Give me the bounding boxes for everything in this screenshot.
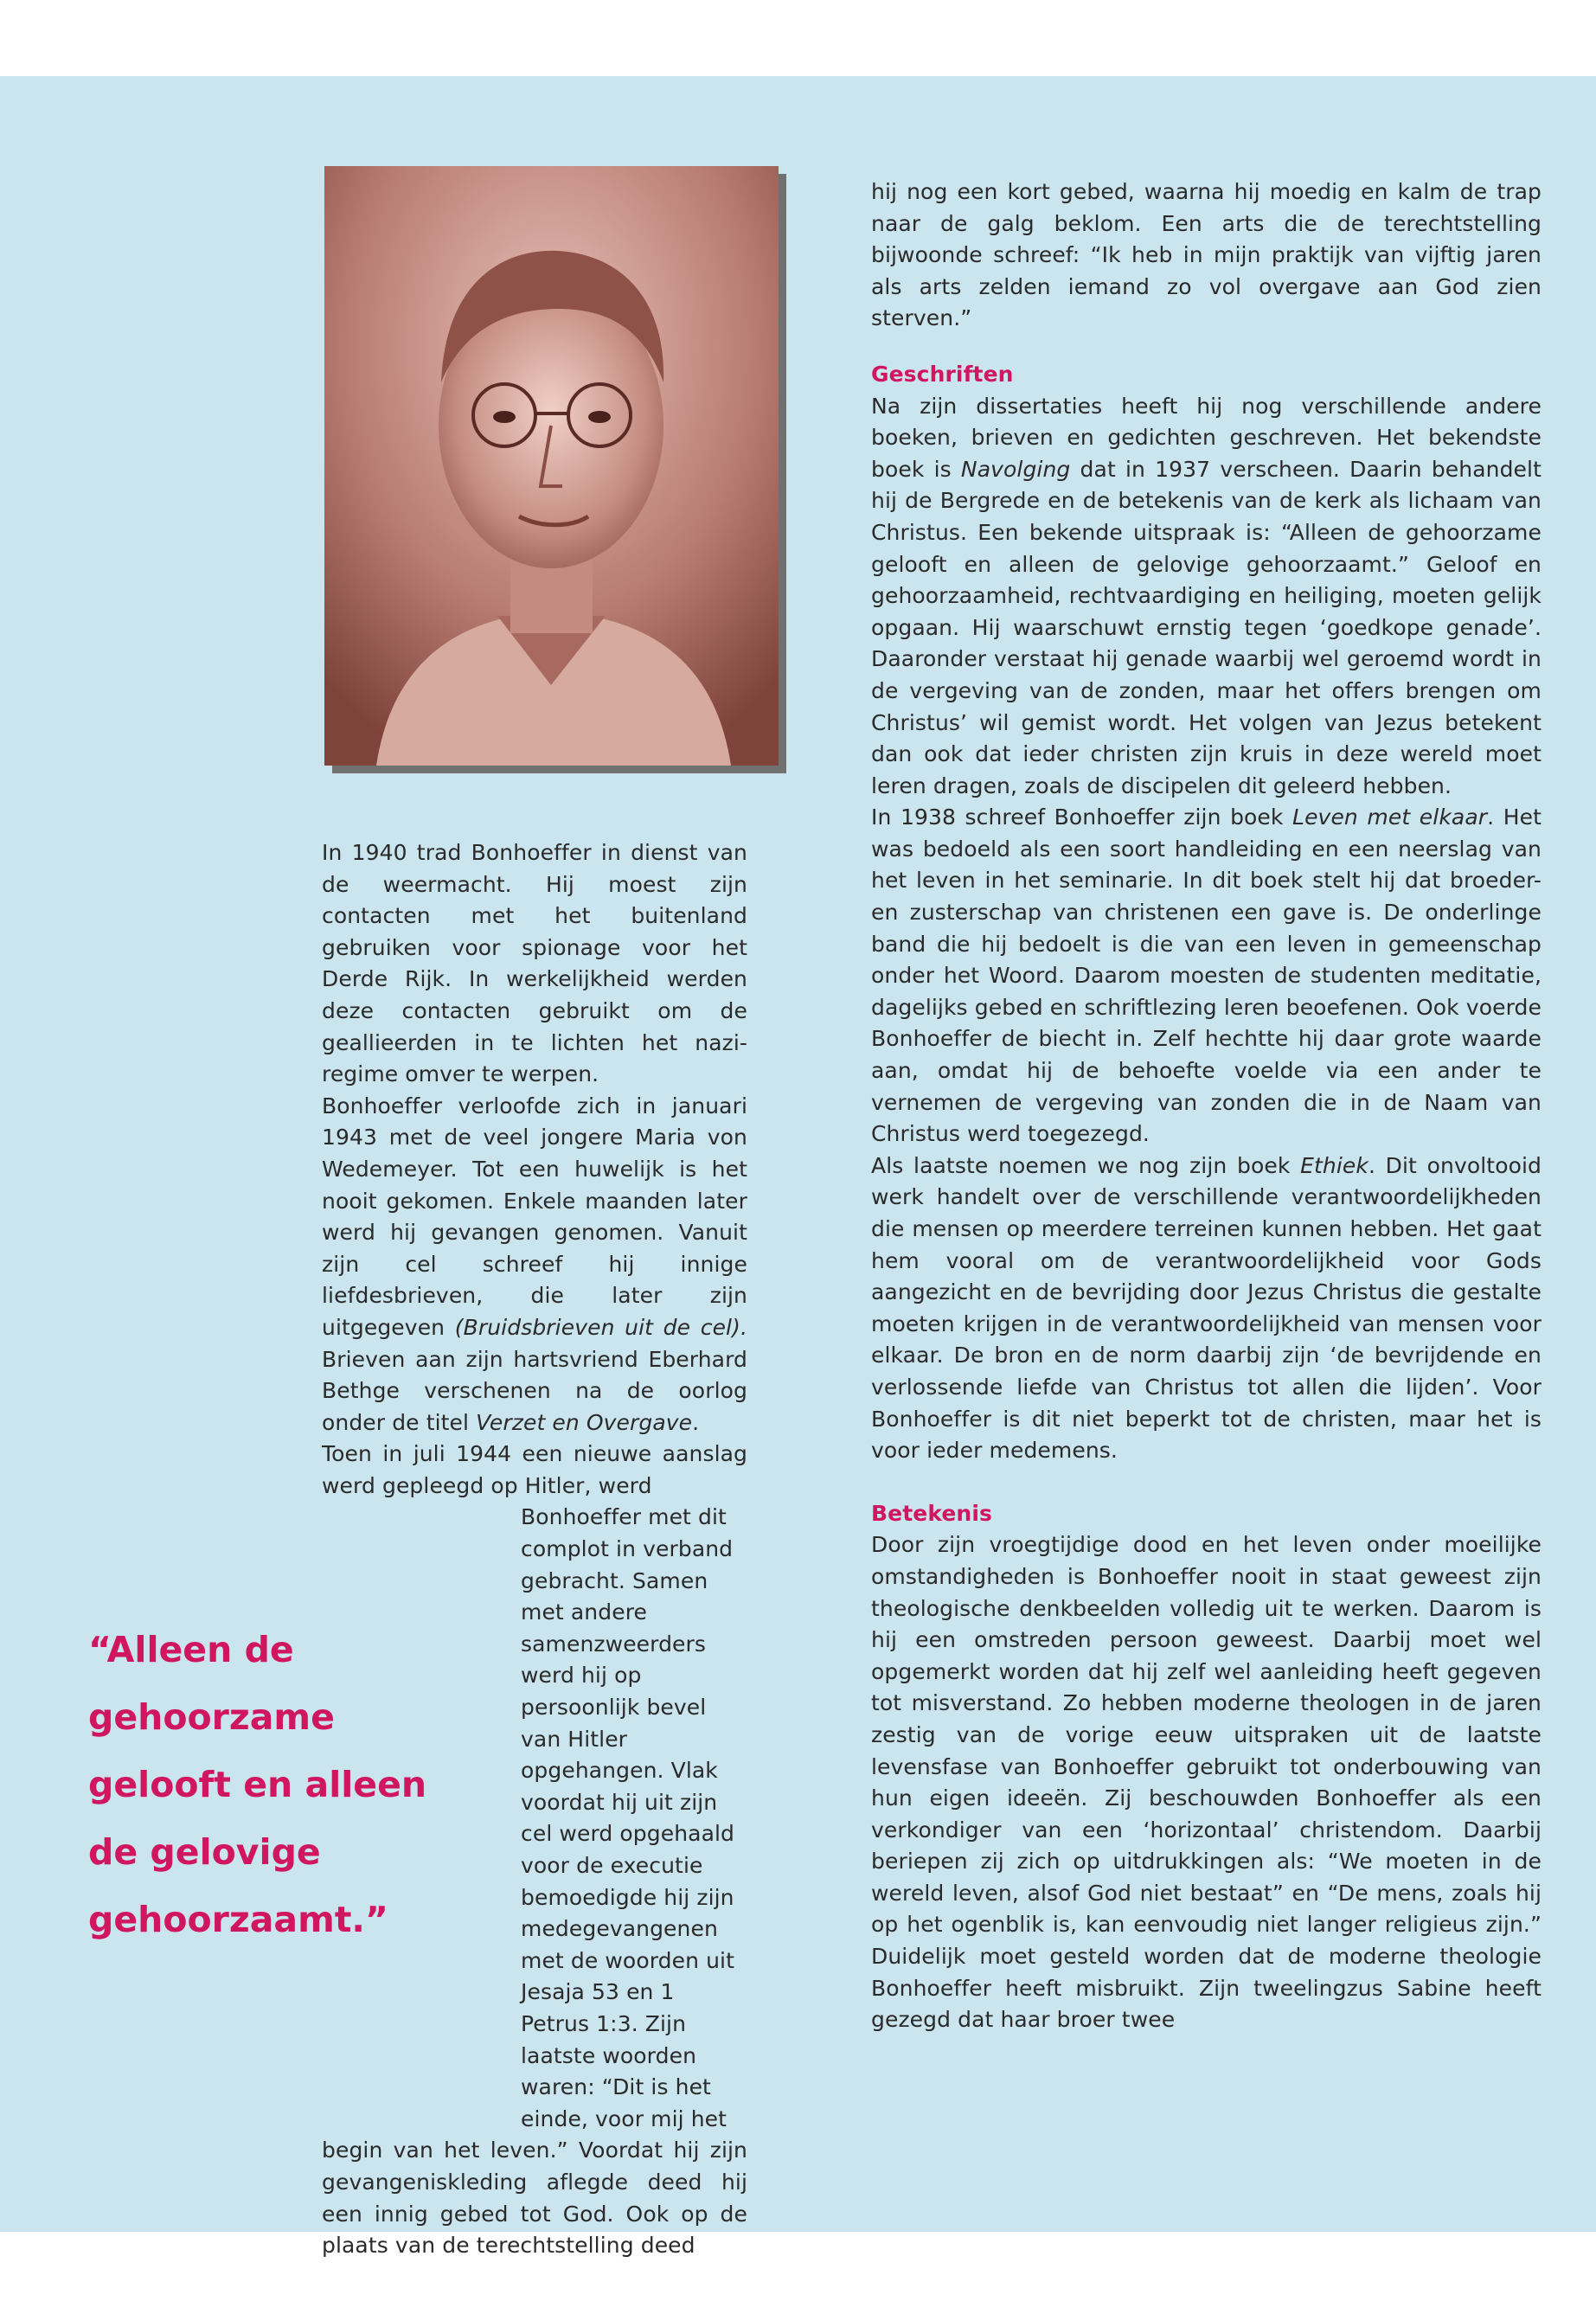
portrait-photo: [324, 166, 779, 766]
paragraph-leven-met-elkaar: In 1938 schreef Bonhoeffer zijn boek Leven met elkaar. Het was bedoeld als een soort handleiding en een neerslag van het leven in het seminarie. In dit boek stelt hij dat broeder- en zusterschap van christenen een gave is. De onderlinge band die hij bedoelt is die van een leven in gemeenschap onder het Woord. Daarom moesten de studenten meditatie, dagelijks gebed en schriftlezing leren beoefenen. Ook voerde Bonhoeffer de biecht in. Zelf hechtte hij daar grote waarde aan, omdat hij de behoefte voelde via een ander te vernemen de vergeving van zonden die in de Naam van Christus werd toegezegd.: [871, 804, 1542, 1147]
paragraph-galg: hij nog een kort gebed, waarna hij moedig en kalm de trap naar de galg beklom. Een arts die de terechtstelling bijwoonde schreef: “Ik heb in mijn praktijk van vijftig jaren als arts zelden iemand zo vol overgave aan God zien sterven.”: [871, 179, 1542, 331]
pull-quote-line: de gelovige: [88, 1831, 321, 1873]
section-heading-geschriften: Geschriften: [871, 361, 1014, 387]
paragraph-ethiek: Als laatste noemen we nog zijn boek Ethiek. Dit onvoltooid werk handelt over de verschillende verantwoordelijkheden die mensen op meerdere terreinen kunnen hebben. Het gaat hem vooral om de verantwoordelijkheid voor Gods aangezicht en de bevrijding door Jezus Christus die gestalte moeten krijgen in de verantwoordelijkheid van mensen voor elkaar. De bron en de norm daarbij zijn ‘de bevrijdende en verlossende liefde van Christus tot allen die lijden’. Voor Bonhoeffer is dit niet beperkt tot de christen, maar het is voor ieder medemens.: [871, 1152, 1542, 1464]
pull-quote-line: “Alleen de: [88, 1629, 294, 1670]
spacer: [871, 1467, 1542, 1498]
pull-quote-line: gehoorzaamt.”: [88, 1899, 388, 1940]
spacer: [871, 335, 1542, 359]
right-text-column: [871, 176, 1542, 2036]
indented-text-block: [521, 1502, 747, 2135]
pull-quote-line: gehoorzame: [88, 1696, 335, 1738]
left-text-column: [322, 837, 747, 2262]
portrait-illustration: [324, 166, 779, 766]
section-heading-betekenis: Betekenis: [871, 1500, 992, 1526]
page-background: [0, 76, 1596, 2259]
paragraph-weermacht: In 1940 trad Bonhoeffer in dienst van de weermacht. Hij moest zijn contacten met het buitenland gebruiken voor spionage voor het Derde Rijk. In werkelijkheid werden deze contacten gebruikt om de geallieerden in te lichten het nazi-regime omver te werpen.: [322, 840, 747, 1087]
paragraph-navolging: Na zijn dissertaties heeft hij nog verschillende andere boeken, brieven en gedichten geschreven. Het bekendste boek is Navolging dat in 1937 verscheen. Daarin behandelt hij de Bergrede en de betekenis van de kerk als lichaam van Christus. Een bekende uitspraak is: “Alleen de gehoorzame gelooft en alleen de gelovige gehoorzaamt.” Geloof en gehoorzaamheid, rechtvaardiging en heiliging, moeten gelijk opgaan. Hij waarschuwt ernstig tegen ‘goedkope genade’. Daaronder verstaat hij genade waarbij wel geroemd wordt in de vergeving van de zonden, maar het offers brengen om Christus’ wil gemist wordt. Het volgen van Jezus betekent dan ook dat ieder christen zijn kruis in deze wereld moet leren dragen, zoals de discipelen dit geleerd hebben.: [871, 393, 1542, 798]
pull-quote-line: gelooft en alleen: [88, 1764, 427, 1805]
paragraph-verloving: Bonhoeffer verloofde zich in januari 1943 met de veel jongere Maria von Wedemeyer. Tot een huwelijk is het nooit gekomen. Enkele maanden later werd hij gevangen genomen. Vanuit zijn cel schreef hij innige liefdesbrieven, die later zijn uitgegeven (Bruidsbrieven uit de cel). Brieven aan zijn hartsvriend Eberhard Bethge verschenen na de oorlog onder de titel Verzet en Overgave.: [322, 1093, 747, 1435]
paragraph-betekenis: Door zijn vroegtijdige dood en het leven onder moeilijke omstandigheden is Bonhoeffer nooit in staat geweest zijn theologische denkbeelden volledig uit te werken. Daarom is hij een omstreden persoon geweest. Daarbij moet wel opgemerkt worden dat hij zelf wel aanleiding heeft gegeven tot misverstand. Zo hebben moderne theologen in de jaren zestig van de vorige eeuw uitspraken uit de laatste levensfase van Bonhoeffer gebruikt tot onderbouwing van hun eigen ideeën. Zij beschouwden Bonhoeffer als een verkondiger van een ‘horizontaal’ christendom. Daarbij beriepen zij zich op uitdrukkingen als: “We moeten in de wereld leven, alsof God niet bestaat” en “De mens, zoals hij op het ogenblik is, kan eenvoudig niet langer religieus zijn.” Duidelijk moet gesteld worden dat de moderne theologie Bonhoeffer heeft misbruikt. Zijn tweelingzus Sabine heeft gezegd dat haar broer twee: [871, 1532, 1542, 2033]
pull-quote: [88, 1616, 452, 1953]
paragraph-complot: Bonhoeffer met dit complot in verband gebracht. Samen met andere samenzweerders werd hij op persoonlijk bevel van Hitler opgehangen. Vlak voordat hij uit zijn cel werd opgehaald voor de executie bemoedigde hij zijn medegevangenen met de woorden uit Jesaja 53 en 1 Petrus 1:3. Zijn laatste woorden waren: “Dit is het einde, voor mij het: [521, 1504, 735, 2131]
paragraph-gebed: begin van het leven.” Voordat hij zijn gevangeniskleding aflegde deed hij een innig gebed tot God. Ook op de plaats van de terechtstelling deed: [322, 2138, 747, 2259]
paragraph-aanslag-intro: Toen in juli 1944 een nieuwe aanslag werd gepleegd op Hitler, werd: [322, 1441, 747, 1498]
